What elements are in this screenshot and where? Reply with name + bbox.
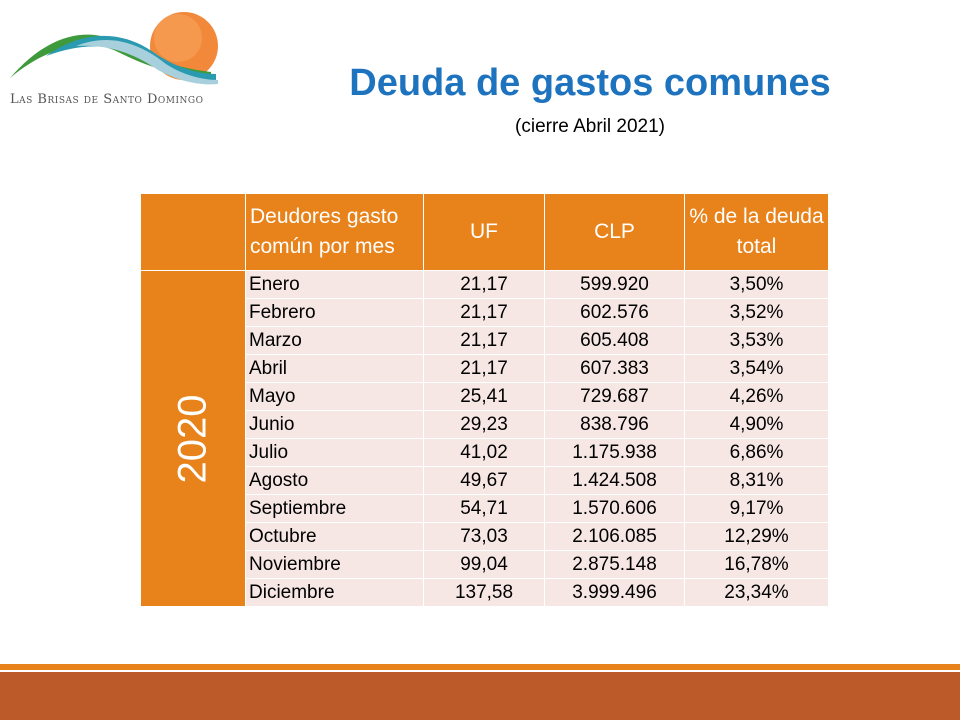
table-header-row <box>141 194 829 271</box>
pct-cell: 6,86% <box>685 439 829 467</box>
month-cell: Agosto <box>246 467 424 495</box>
month-cell: Octubre <box>246 523 424 551</box>
uf-cell: 21,17 <box>424 271 545 299</box>
uf-cell: 21,17 <box>424 355 545 383</box>
footer-bar <box>0 672 960 720</box>
pct-cell: 3,53% <box>685 327 829 355</box>
clp-cell: 3.999.496 <box>545 579 685 607</box>
footer-accent-line <box>0 664 960 670</box>
page-title: Deuda de gastos comunes <box>349 62 831 104</box>
month-cell: Diciembre <box>246 579 424 607</box>
clp-cell: 729.687 <box>545 383 685 411</box>
month-cell: Marzo <box>246 327 424 355</box>
uf-cell: 137,58 <box>424 579 545 607</box>
pct-cell: 9,17% <box>685 495 829 523</box>
pct-cell: 4,26% <box>685 383 829 411</box>
sun-hills-logo-icon <box>6 6 221 96</box>
pct-cell: 3,54% <box>685 355 829 383</box>
uf-cell: 21,17 <box>424 299 545 327</box>
clp-cell: 1.175.938 <box>545 439 685 467</box>
clp-cell: 838.796 <box>545 411 685 439</box>
header-year-corner <box>141 194 246 271</box>
table-row <box>141 271 829 299</box>
month-cell: Mayo <box>246 383 424 411</box>
header-clp: CLP <box>545 194 685 271</box>
pct-cell: 3,50% <box>685 271 829 299</box>
header-label: Deudores gasto común por mes <box>246 194 424 271</box>
pct-cell: 16,78% <box>685 551 829 579</box>
pct-cell: 3,52% <box>685 299 829 327</box>
debt-table <box>140 193 829 607</box>
clp-cell: 1.424.508 <box>545 467 685 495</box>
clp-cell: 1.570.606 <box>545 495 685 523</box>
header-pct: % de la deuda total <box>685 194 829 271</box>
clp-cell: 602.576 <box>545 299 685 327</box>
month-cell: Julio <box>246 439 424 467</box>
clp-cell: 2.106.085 <box>545 523 685 551</box>
clp-cell: 599.920 <box>545 271 685 299</box>
uf-cell: 25,41 <box>424 383 545 411</box>
year-label: 2020 <box>170 394 215 483</box>
pct-cell: 12,29% <box>685 523 829 551</box>
logo-wordmark: Las Brisas de Santo Domingo <box>10 92 204 107</box>
uf-cell: 29,23 <box>424 411 545 439</box>
clp-cell: 2.875.148 <box>545 551 685 579</box>
uf-cell: 41,02 <box>424 439 545 467</box>
brand-logo <box>6 6 221 112</box>
pct-cell: 23,34% <box>685 579 829 607</box>
pct-cell: 8,31% <box>685 467 829 495</box>
month-cell: Abril <box>246 355 424 383</box>
header-uf: UF <box>424 194 545 271</box>
month-cell: Septiembre <box>246 495 424 523</box>
month-cell: Junio <box>246 411 424 439</box>
uf-cell: 54,71 <box>424 495 545 523</box>
uf-cell: 49,67 <box>424 467 545 495</box>
uf-cell: 73,03 <box>424 523 545 551</box>
clp-cell: 607.383 <box>545 355 685 383</box>
uf-cell: 21,17 <box>424 327 545 355</box>
clp-cell: 605.408 <box>545 327 685 355</box>
year-cell <box>141 271 246 607</box>
month-cell: Enero <box>246 271 424 299</box>
month-cell: Noviembre <box>246 551 424 579</box>
month-cell: Febrero <box>246 299 424 327</box>
pct-cell: 4,90% <box>685 411 829 439</box>
uf-cell: 99,04 <box>424 551 545 579</box>
page-subtitle: (cierre Abril 2021) <box>515 116 665 137</box>
